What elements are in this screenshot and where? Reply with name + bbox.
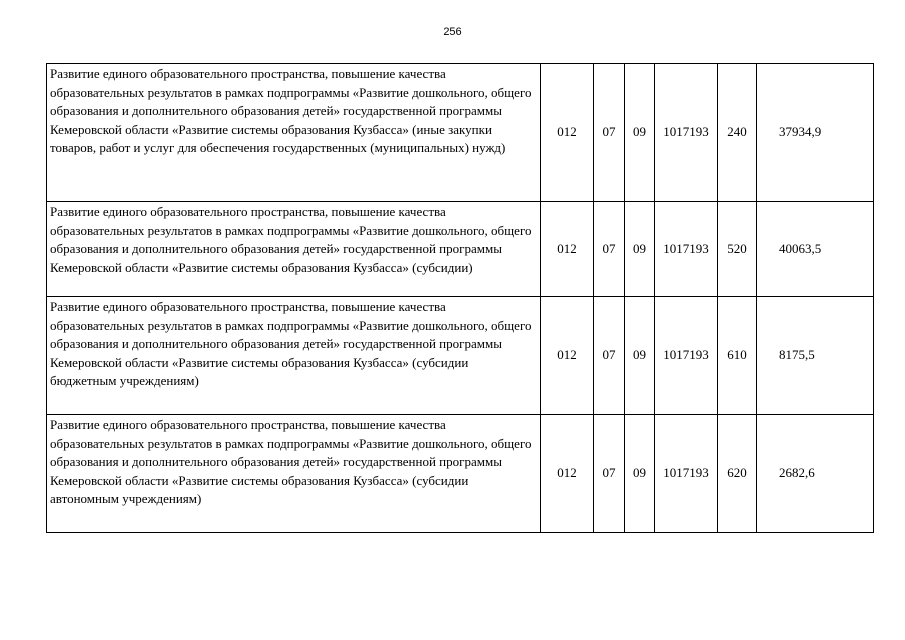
- expense-type-code: 620: [718, 415, 757, 533]
- amount-value: 37934,9: [757, 64, 874, 202]
- section-code: 07: [594, 415, 625, 533]
- row-description: Развитие единого образовательного пространства, повышение качества образовательных результатов в рамках подпрограммы «Развитие дошкольного, общего образования и дополнительного образования детей» государственной программы Кемеровской области «Развитие системы образования Кузбасса» (иные закупки товаров, работ и услуг для обеспечения государственных (муниципальных) нужд): [47, 64, 541, 202]
- ministry-code: 012: [541, 415, 594, 533]
- amount-value: 8175,5: [757, 297, 874, 415]
- budget-table: [46, 63, 874, 533]
- target-article-code: 1017193: [655, 64, 718, 202]
- row-description: Развитие единого образовательного пространства, повышение качества образовательных результатов в рамках подпрограммы «Развитие дошкольного, общего образования и дополнительного образования детей» государственной программы Кемеровской области «Развитие системы образования Кузбасса» (субсидии автономным учреждениям): [47, 415, 541, 533]
- subsection-code: 09: [625, 202, 655, 297]
- expense-type-code: 610: [718, 297, 757, 415]
- table-row: [47, 415, 874, 533]
- ministry-code: 012: [541, 297, 594, 415]
- table-row: [47, 202, 874, 297]
- amount-value: 2682,6: [757, 415, 874, 533]
- target-article-code: 1017193: [655, 297, 718, 415]
- subsection-code: 09: [625, 415, 655, 533]
- table-row: [47, 64, 874, 202]
- ministry-code: 012: [541, 202, 594, 297]
- row-description: Развитие единого образовательного пространства, повышение качества образовательных результатов в рамках подпрограммы «Развитие дошкольного, общего образования и дополнительного образования детей» государственной программы Кемеровской области «Развитие системы образования Кузбасса» (субсидии): [47, 202, 541, 297]
- ministry-code: 012: [541, 64, 594, 202]
- expense-type-code: 240: [718, 64, 757, 202]
- section-code: 07: [594, 202, 625, 297]
- subsection-code: 09: [625, 64, 655, 202]
- table-row: [47, 297, 874, 415]
- section-code: 07: [594, 64, 625, 202]
- page-number: 256: [443, 26, 462, 38]
- section-code: 07: [594, 297, 625, 415]
- target-article-code: 1017193: [655, 415, 718, 533]
- target-article-code: 1017193: [655, 202, 718, 297]
- expense-type-code: 520: [718, 202, 757, 297]
- subsection-code: 09: [625, 297, 655, 415]
- row-description: Развитие единого образовательного пространства, повышение качества образовательных результатов в рамках подпрограммы «Развитие дошкольного, общего образования и дополнительного образования детей» государственной программы Кемеровской области «Развитие системы образования Кузбасса» (субсидии бюджетным учреждениям): [47, 297, 541, 415]
- amount-value: 40063,5: [757, 202, 874, 297]
